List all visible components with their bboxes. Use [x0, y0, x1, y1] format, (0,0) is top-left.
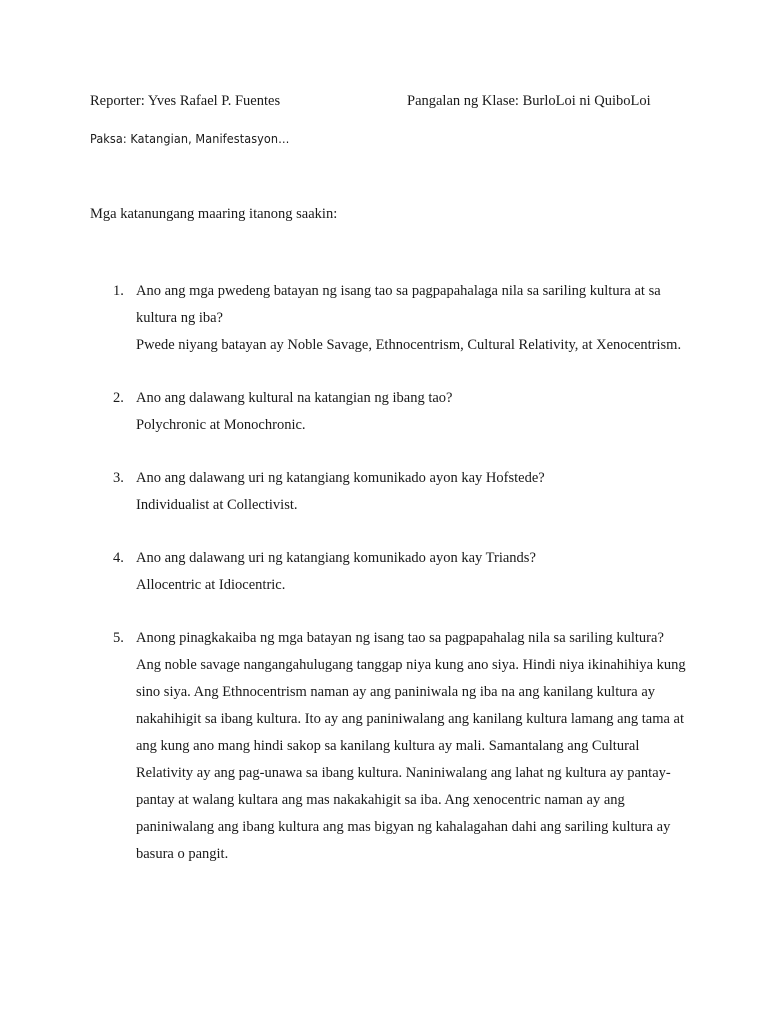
- list-item: [90, 545, 690, 599]
- answer-text: Ang noble savage nangangahulugang tanggap niya kung ano siya. Hindi niya ikinahihiya kung sino siya. Ang Ethnocentrism naman ay ang paniniwala ng iba na ang kanilang kultura ay nakahihigit sa ibang kultura. Ito ay ang paniniwalang ang kanilang kultura lamang ang tama at ang kung ano mang hindi sakop sa kanilang kultura ay mali. Samantalang ang Cultural Relativity ay ang pag-unawa sa ibang kultura. Naniniwalang ang lahat ng kultura ay pantay-pantay at walang kultara ang mas nakakahigit sa iba. Ang xenocentric naman ay ang paniniwalang ang ibang kultura ang mas bigyan ng kahalagahan dahi ang sariling kultura ay basura o pangit.: [136, 657, 686, 862]
- item-number: 4.: [113, 550, 124, 566]
- question-text: Anong pinagkakaiba ng mga batayan ng isang tao sa pagpapahalag nila sa sariling kultura?: [136, 630, 664, 646]
- list-item: [90, 385, 690, 439]
- answer-text: Pwede niyang batayan ay Noble Savage, Ethnocentrism, Cultural Relativity, at Xenocentrism.: [136, 337, 682, 353]
- answer-text: Polychronic at Monochronic.: [136, 417, 306, 433]
- item-number: 1.: [113, 283, 124, 299]
- question-list: [90, 278, 690, 894]
- document-header: [90, 93, 690, 113]
- intro-line: Mga katanungang maaring itanong saakin:: [90, 206, 338, 222]
- question-text: Ano ang dalawang uri ng katangiang komunikado ayon kay Triands?: [136, 550, 536, 566]
- item-number: 2.: [113, 390, 124, 406]
- reporter-line: Reporter: Yves Rafael P. Fuentes: [90, 93, 281, 109]
- list-item: [90, 278, 690, 359]
- answer-text: Allocentric at Idiocentric.: [136, 577, 286, 593]
- answer-text: Individualist at Collectivist.: [136, 497, 298, 513]
- class-name-line: Pangalan ng Klase: BurloLoi ni QuiboLoi: [407, 93, 651, 109]
- item-number: 5.: [113, 630, 124, 646]
- question-text: Ano ang dalawang kultural na katangian ng ibang tao?: [136, 390, 453, 406]
- question-text: Ano ang mga pwedeng batayan ng isang tao sa pagpapahalaga nila sa sariling kultura at sa kultura ng iba?: [136, 283, 661, 326]
- question-text: Ano ang dalawang uri ng katangiang komunikado ayon kay Hofstede?: [136, 470, 545, 486]
- item-number: 3.: [113, 470, 124, 486]
- list-item: [90, 465, 690, 519]
- list-item: [90, 625, 690, 868]
- topic-line: Paksa: Katangian, Manifestasyon…: [90, 131, 290, 146]
